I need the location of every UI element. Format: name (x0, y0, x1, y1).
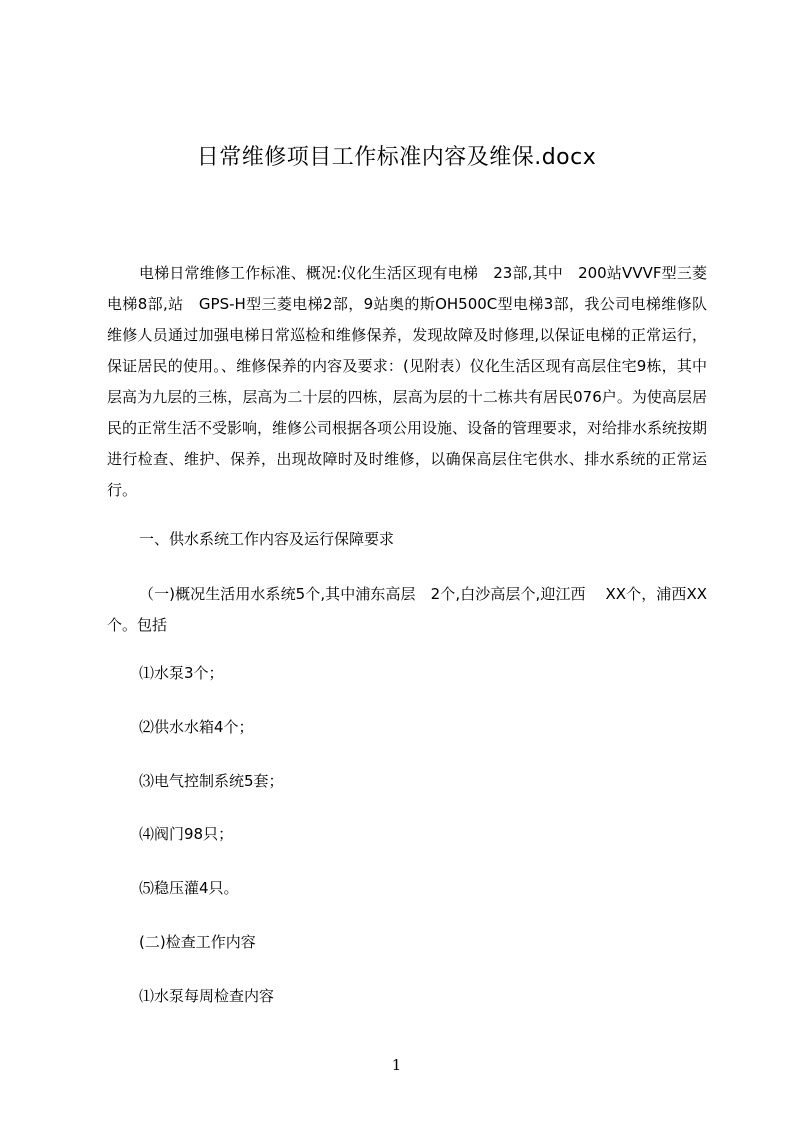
subsection-inspection-heading: (二)检查工作内容 (139, 933, 256, 951)
list-item: ⑸稳压灌4只。 (139, 879, 239, 897)
section-heading: 一、供水系统工作内容及运行保障要求 (139, 530, 395, 548)
subsection-overview: （一)概况生活用水系统5个,其中浦东高层 2个,白沙高层个,迎江西 XX个，浦西XX个。包括 (107, 585, 707, 634)
list-item: ⑴水泵3个； (139, 664, 224, 682)
list-item: ⑶电气控制系统5套； (139, 772, 284, 790)
list-item: ⑵供水水箱4个； (139, 718, 254, 736)
page-number: 1 (391, 1056, 402, 1074)
subsection-inspection-item: ⑴水泵每周检查内容 (139, 987, 275, 1005)
document-title: 日常维修项目工作标准内容及维保.docx (196, 145, 597, 170)
intro-paragraph: 电梯日常维修工作标准、概况:仪化生活区现有电梯 23部,其中 200站VVVF型三菱电梯8部,站 GPS-H型三菱电梯2部，9站奥的斯OH500C型电梯3部，我公司电梯维修队维修人员通过加强电梯日常巡检和维修保养，发现故障及时修理,以保证电梯的正常运行，保证居民的使用。、维修保养的内容及要求：(见附表）仪化生活区现有高层住宅9栋，其中层高为九层的三栋，层高为二十层的四栋，层高为层的十二栋共有居民076户。为使高层居民的正常生活不受影响，维修公司根据各项公用设施、设备的管理要求，对给排水系统按期进行检查、维护、保养，出现故障时及时维修，以确保高层住宅供水、排水系统的正常运行。 (107, 264, 708, 499)
list-item: ⑷阀门98只； (139, 825, 234, 843)
